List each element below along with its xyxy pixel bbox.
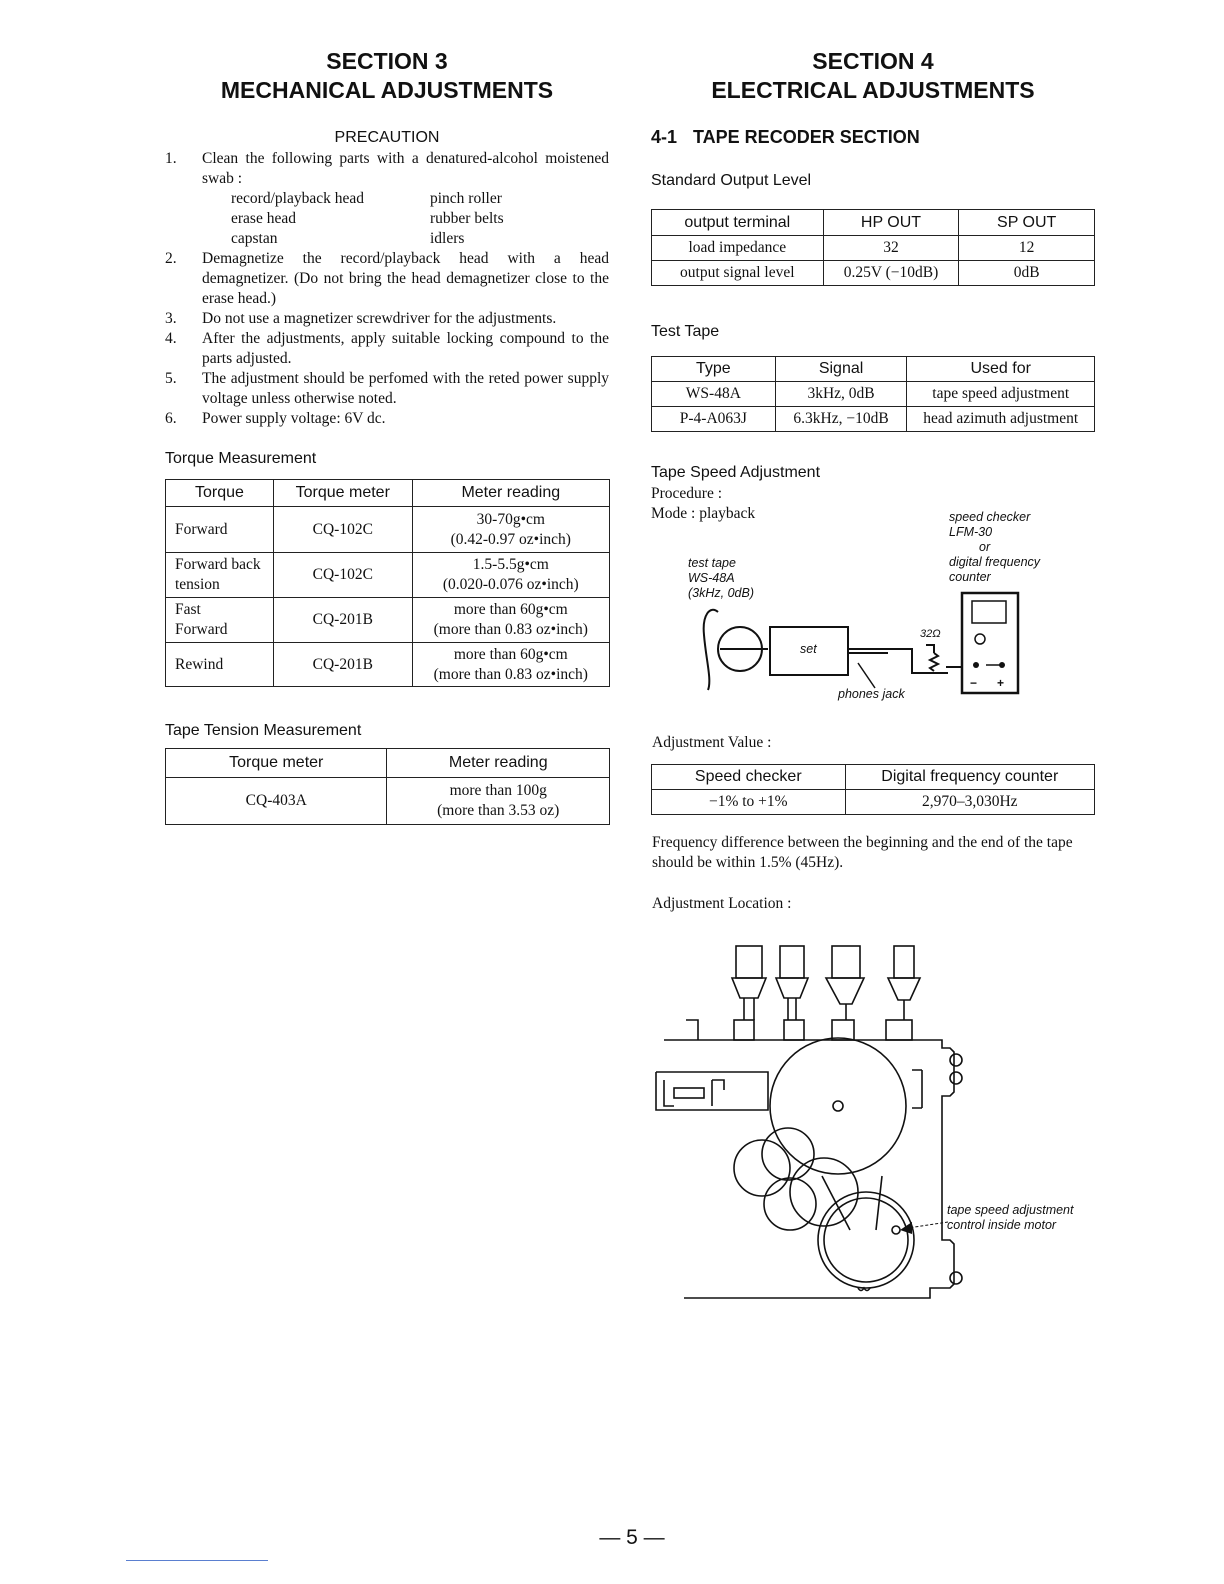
- table-row: CQ-403A more than 100g (more than 3.53 oz): [166, 778, 610, 825]
- torque-heading: Torque Measurement: [165, 450, 317, 467]
- speed-checker-label: speed checker LFM-30 or digital frequency counter: [949, 510, 1041, 584]
- torque-col-header: Torque: [166, 480, 274, 507]
- minus-terminal: −: [970, 676, 978, 690]
- output-level-table: output terminal HP OUT SP OUT load impedance 32 12 output signal level 0.25V (−10dB) 0dB: [651, 209, 1095, 286]
- tension-heading: Tape Tension Measurement: [165, 722, 362, 739]
- plus-terminal: +: [997, 676, 1005, 690]
- section-3-title: MECHANICAL ADJUSTMENTS: [220, 77, 554, 103]
- precaution-item: 4. After the adjustments, apply suitable locking compound to the parts adjusted.: [165, 330, 609, 367]
- idler-wheel: [762, 1128, 814, 1180]
- set-label: set: [800, 642, 817, 656]
- table-row: P-4-A063J 6.3kHz, −10dB head azimuth adjustment: [652, 407, 1095, 432]
- table-row: output signal level 0.25V (−10dB) 0dB: [652, 261, 1095, 286]
- phones-jack-label: phones jack: [838, 687, 905, 701]
- section-3-heading: [165, 47, 609, 105]
- torque-table: [165, 479, 610, 687]
- mechanism-diagram: [650, 940, 980, 1310]
- precaution-heading: PRECAUTION: [334, 129, 440, 146]
- frequency-note: Frequency difference between the beginning and the end of the tape should be within 1.5% (45Hz).: [652, 834, 1073, 871]
- precaution-item: 6. Power supply voltage: 6V dc.: [165, 410, 386, 427]
- test-tape-label: test tape WS-48A (3kHz, 0dB): [688, 556, 754, 600]
- head-assembly: [732, 946, 766, 1040]
- test-tape-heading: Test Tape: [651, 323, 720, 340]
- motor: [818, 1192, 914, 1288]
- precaution-item: 2. Demagnetize the record/playback head with a head demagnetizer. (Do not bring the head demagnetizer close to the erase head.): [165, 250, 609, 307]
- torque-col-header: Meter reading: [412, 480, 609, 507]
- standard-output-heading: Standard Output Level: [651, 172, 812, 189]
- divider-line: [126, 1560, 268, 1561]
- test-tape-table: Type Signal Used for WS-48A 3kHz, 0dB tape speed adjustment P-4-A063J 6.3kHz, −10dB head azimuth adjustment: [651, 356, 1095, 432]
- resistor-label: 32Ω: [920, 628, 941, 640]
- table-row: Forward back tension CQ-102C 1.5-5.5g•cm (0.020-0.076 oz•inch): [166, 553, 610, 598]
- torque-col-header: Torque meter: [273, 480, 412, 507]
- precaution-list: [165, 149, 609, 429]
- resistor-symbol: [930, 653, 938, 671]
- clean-parts-list: record/playback head pinch roller erase head rubber belts capstan idlers: [231, 190, 504, 247]
- adjustment-location-heading: Adjustment Location :: [652, 895, 792, 912]
- section-4-number: SECTION 4: [812, 48, 934, 74]
- table-row: Rewind CQ-201B more than 60g•cm (more than 0.83 oz•inch): [166, 643, 610, 687]
- head-assembly: [886, 946, 920, 1040]
- adjustment-value-table: Speed checker Digital frequency counter −1% to +1% 2,970–3,030Hz: [651, 764, 1095, 815]
- section-3-number: SECTION 3: [326, 48, 448, 74]
- table-row: load impedance 32 12: [652, 236, 1095, 261]
- section-4-heading: [651, 47, 1095, 105]
- head-assembly: [776, 946, 808, 1040]
- precaution-item: 5. The adjustment should be perfomed with the reted power supply voltage unless otherwise noted.: [165, 370, 609, 407]
- tape-curve: [704, 610, 718, 690]
- motor-adjust-label: tape speed adjustment control inside motor: [947, 1203, 1074, 1232]
- counter-display: [972, 601, 1006, 623]
- tension-table: Torque meter Meter reading CQ-403A more than 100g (more than 3.53 oz): [165, 748, 610, 825]
- head-assembly: [826, 946, 864, 1040]
- precaution-item: 1. Clean the following parts with a denatured-alcohol moistened swab : record/playback head pinch roller erase head rubber belts capstan idlers: [165, 150, 609, 247]
- tape-speed-heading: Tape Speed Adjustment: [651, 464, 821, 481]
- table-row: Forward CQ-102C 30-70g•cm (0.42-0.97 oz•inch): [166, 507, 610, 553]
- precaution-item: 3. Do not use a magnetizer screwdriver for the adjustments.: [165, 310, 557, 327]
- arrow-icon: [900, 1222, 912, 1234]
- procedure-label: Procedure :: [651, 485, 723, 502]
- table-row: −1% to +1% 2,970–3,030Hz: [652, 790, 1095, 815]
- section-4-title: ELECTRICAL ADJUSTMENTS: [711, 77, 1035, 103]
- speed-adjust-hole: [892, 1226, 900, 1234]
- table-row: WS-48A 3kHz, 0dB tape speed adjustment: [652, 382, 1095, 407]
- page-number: — 5 —: [599, 1526, 665, 1549]
- mode-label: Mode : playback: [651, 505, 756, 522]
- subsection-heading: 4-1 TAPE RECODER SECTION: [651, 127, 920, 147]
- table-row: Fast Forward CQ-201B more than 60g•cm (more than 0.83 oz•inch): [166, 598, 610, 643]
- adjustment-value-heading: Adjustment Value :: [652, 734, 772, 751]
- flywheel: [770, 1038, 906, 1174]
